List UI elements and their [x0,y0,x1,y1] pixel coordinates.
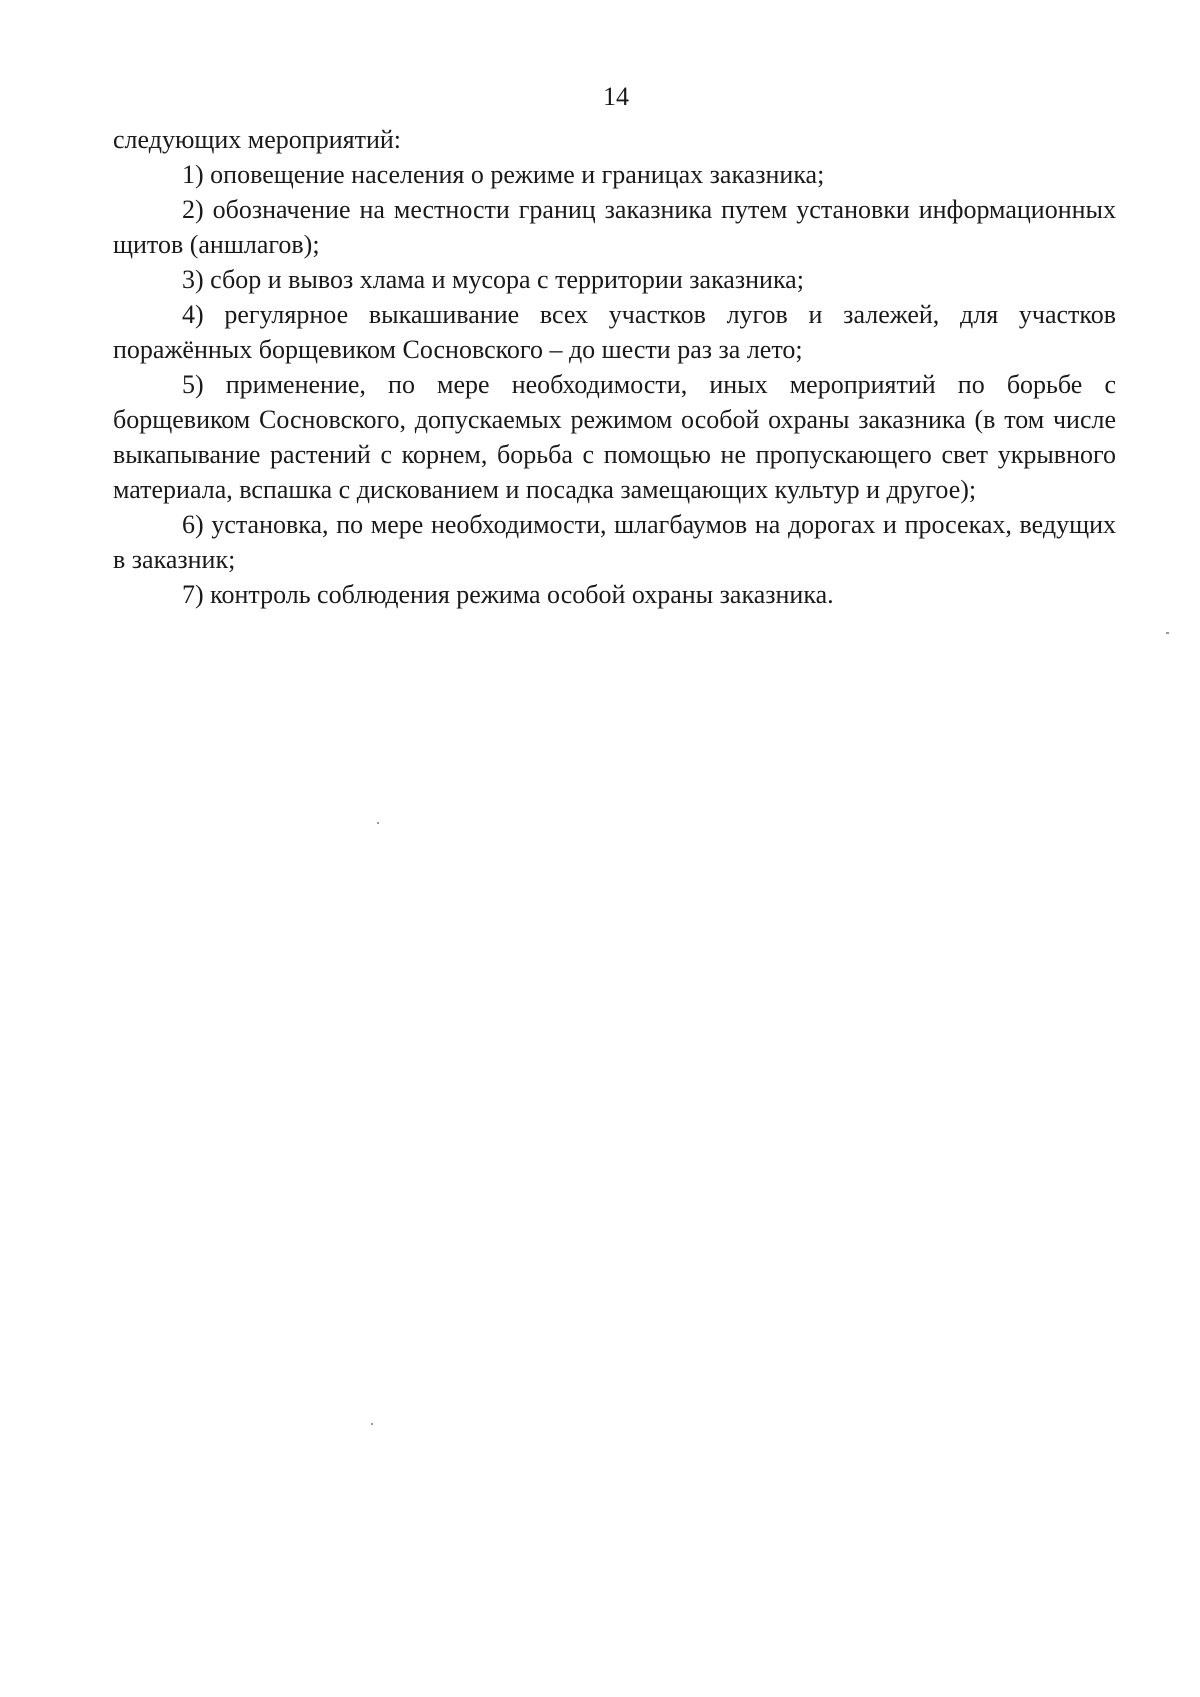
list-item: 6) установка, по мере необходимости, шлагбаумов на дорогах и просеках, ведущих в заказник; [113,510,1116,574]
list-item: 2) обозначение на местности границ заказника путем установки информационных щитов (аншлагов); [113,195,1116,259]
page-number: 14 [603,82,629,111]
document-body [113,122,1116,612]
list-item: 3) сбор и вывоз хлама и мусора с территории заказника; [182,265,804,294]
scan-speck [377,822,379,824]
scan-speck [1166,632,1169,634]
list-item: 5) применение, по мере необходимости, иных мероприятий по борьбе с борщевиком Сосновского, допускаемых режимом особой охраны заказника (в том числе выкапывание растений с корнем, борьба с помощью не пропускающего свет укрывного материала, вспашка с дискованием и посадка замещающих культур и другое); [113,370,1116,504]
scan-speck [371,1423,373,1425]
list-item: 4) регулярное выкашивание всех участков лугов и залежей, для участков поражённых борщевиком Сосновского – до шести раз за лето; [113,300,1116,364]
list-item: 1) оповещение населения о режиме и границах заказника; [182,160,825,189]
list-item: 7) контроль соблюдения режима особой охраны заказника. [182,580,834,609]
lead-in-text: следующих мероприятий: [113,125,401,154]
